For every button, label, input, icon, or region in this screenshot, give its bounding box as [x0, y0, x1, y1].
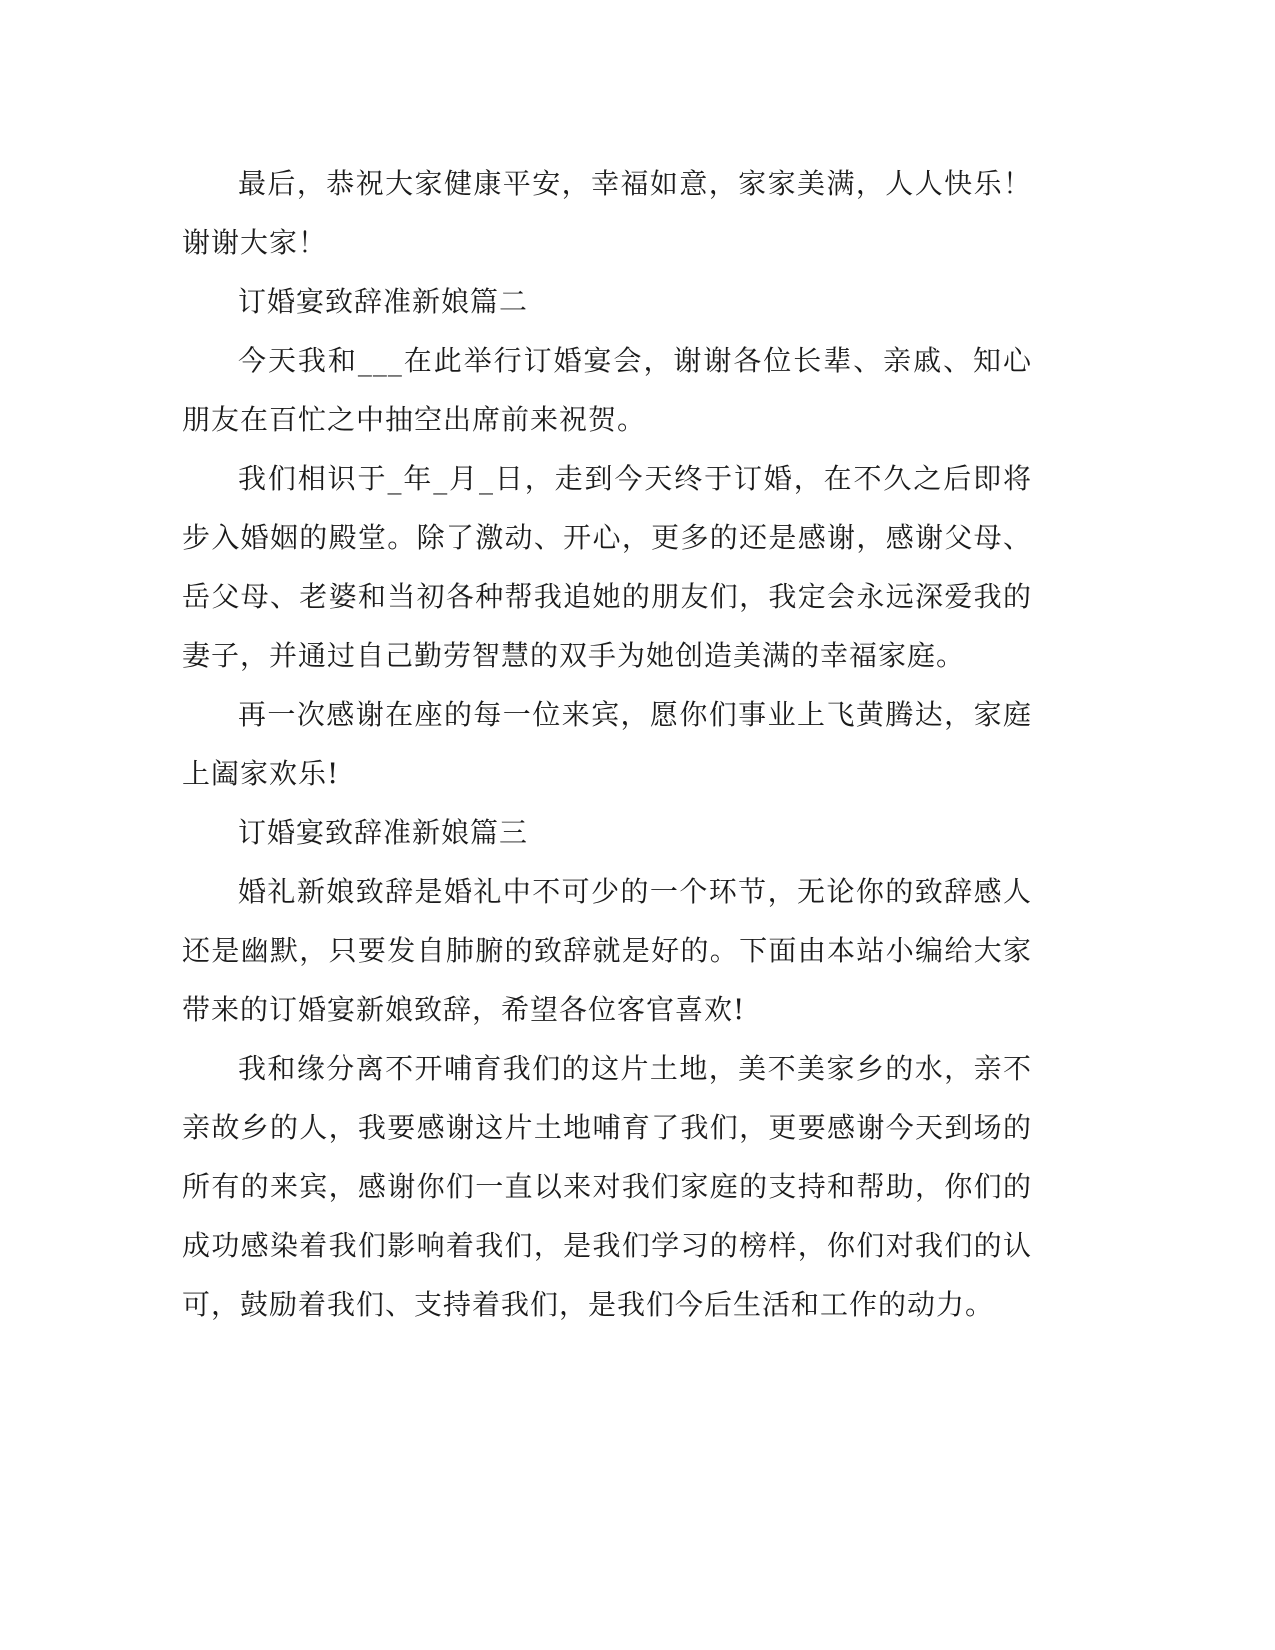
- paragraph: 再一次感谢在座的每一位来宾，愿你们事业上飞黄腾达，家庭上阖家欢乐!: [182, 698, 1032, 790]
- paragraph: 我们相识于_年_月_日，走到今天终于订婚，在不久之后即将步入婚姻的殿堂。除了激动、开心，更多的还是感谢，感谢父母、岳父母、老婆和当初各种帮我追她的朋友们，我定会永远深爱我的妻子，并通过自己勤劳智慧的双手为她创造美满的幸福家庭。: [182, 462, 1032, 672]
- section-heading-two: 订婚宴致辞准新娘篇二: [238, 285, 529, 318]
- document-body: [182, 154, 1032, 1334]
- paragraph: 今天我和___在此举行订婚宴会，谢谢各位长辈、亲戚、知心朋友在百忙之中抽空出席前来祝贺。: [182, 344, 1032, 436]
- section-heading-three: 订婚宴致辞准新娘篇三: [238, 816, 529, 849]
- paragraph: 婚礼新娘致辞是婚礼中不可少的一个环节，无论你的致辞感人还是幽默，只要发自肺腑的致辞就是好的。下面由本站小编给大家带来的订婚宴新娘致辞，希望各位客官喜欢!: [182, 875, 1032, 1026]
- closing-paragraph: 最后，恭祝大家健康平安，幸福如意，家家美满，人人快乐！谢谢大家！: [182, 167, 1032, 259]
- paragraph: 我和缘分离不开哺育我们的这片土地，美不美家乡的水，亲不亲故乡的人，我要感谢这片土地哺育了我们，更要感谢今天到场的所有的来宾，感谢你们一直以来对我们家庭的支持和帮助，你们的成功感染着我们影响着我们，是我们学习的榜样，你们对我们的认可，鼓励着我们、支持着我们，是我们今后生活和工作的动力。: [182, 1052, 1032, 1321]
